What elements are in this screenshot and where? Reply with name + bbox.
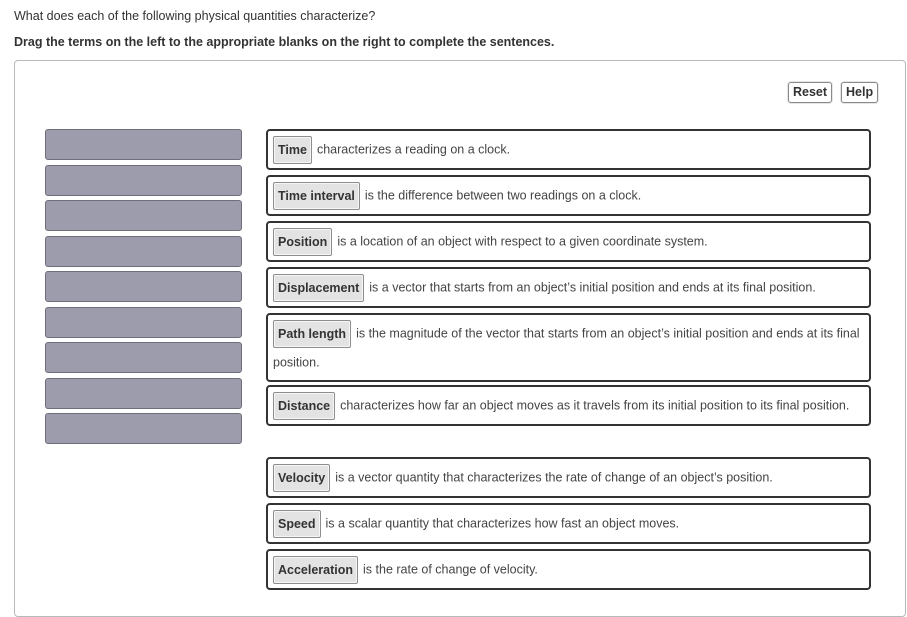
term-source-slot[interactable] — [45, 236, 242, 267]
term-source-slot[interactable] — [45, 271, 242, 302]
term-chip-velocity[interactable]: Velocity — [273, 464, 330, 492]
term-chip-path-length[interactable]: Path length — [273, 320, 351, 348]
reset-button[interactable]: Reset — [788, 82, 832, 103]
sentence-text: is the difference between two readings on a clock. — [364, 188, 642, 203]
sentence-text: is a location of an object with respect to a given coordinate system. — [337, 234, 708, 249]
sentence-text: is the magnitude of the vector that starts from an object’s initial position and ends at its final position. — [273, 326, 860, 370]
term-chip-acceleration[interactable]: Acceleration — [273, 556, 358, 584]
sentence-box-distance — [266, 385, 871, 426]
question-text: What does each of the following physical quantities characterize? — [14, 9, 376, 23]
term-source-slot[interactable] — [45, 413, 242, 444]
sentence-box-time-interval — [266, 175, 871, 216]
term-chip-displacement[interactable]: Displacement — [273, 274, 364, 302]
term-source-slot[interactable] — [45, 307, 242, 338]
term-chip-time-interval[interactable]: Time interval — [273, 182, 360, 210]
instruction-text: Drag the terms on the left to the appropriate blanks on the right to complete the sentences. — [14, 35, 555, 49]
sentence-text: is a scalar quantity that characterizes how fast an object moves. — [325, 516, 680, 531]
sentence-box-path-length — [266, 313, 871, 382]
sentence-box-position — [266, 221, 871, 262]
term-chip-position[interactable]: Position — [273, 228, 332, 256]
sentence-box-time — [266, 129, 871, 170]
term-chip-time[interactable]: Time — [273, 136, 312, 164]
term-source-slot[interactable] — [45, 129, 242, 160]
sentence-text: characterizes how far an object moves as it travels from its initial position to its final position. — [340, 398, 850, 413]
term-source-slot[interactable] — [45, 342, 242, 373]
help-button[interactable]: Help — [841, 82, 878, 103]
term-source-slot[interactable] — [45, 378, 242, 409]
sentence-text: is the rate of change of velocity. — [363, 562, 538, 577]
sentence-text: is a vector quantity that characterizes the rate of change of an object’s position. — [335, 470, 773, 485]
sentence-box-displacement — [266, 267, 871, 308]
sentence-box-acceleration — [266, 549, 871, 590]
sentence-text: is a vector that starts from an object’s initial position and ends at its final position. — [369, 280, 816, 295]
sentence-text: characterizes a reading on a clock. — [316, 142, 511, 157]
sentence-box-speed — [266, 503, 871, 544]
term-source-slot[interactable] — [45, 165, 242, 196]
term-source-slot[interactable] — [45, 200, 242, 231]
term-chip-speed[interactable]: Speed — [273, 510, 321, 538]
sentence-box-velocity — [266, 457, 871, 498]
term-chip-distance[interactable]: Distance — [273, 392, 335, 420]
